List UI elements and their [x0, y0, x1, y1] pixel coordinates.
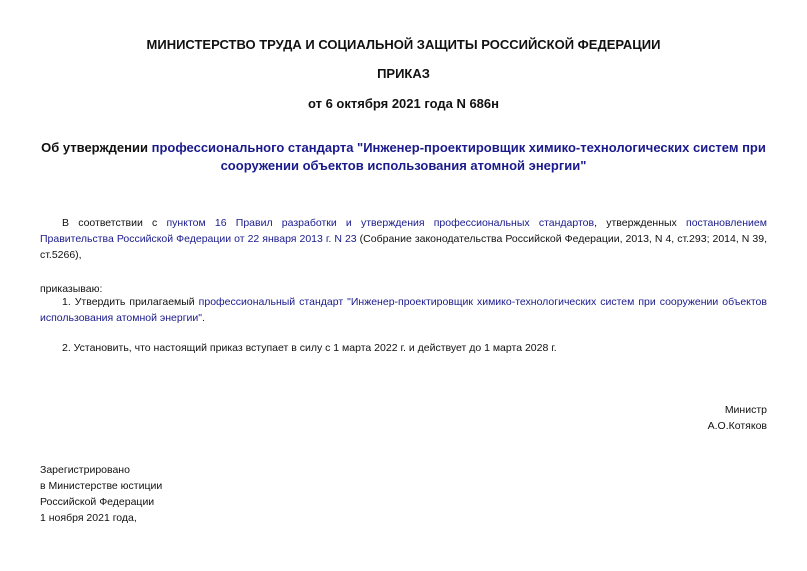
title-standard-link[interactable]: профессионального стандарта "Инженер-проектировщик химико-технологических систем при сооружении объектов использования атомной энергии"	[151, 140, 766, 173]
registration-block	[40, 462, 162, 526]
document-title	[40, 139, 767, 175]
ministry-heading: МИНИСТЕРСТВО ТРУДА И СОЦИАЛЬНОЙ ЗАЩИТЫ РОССИЙСКОЙ ФЕДЕРАЦИИ	[146, 37, 661, 52]
order-word: приказываю:	[40, 283, 103, 295]
paragraph-basis	[40, 215, 767, 263]
government-decree-link[interactable]: постановлением Правительства Российской Федерации от 22 января 2013 г. N 23	[40, 217, 767, 245]
signature-name: А.О.Котяков	[707, 420, 767, 432]
p1-text-3: (Собрание законодательства Российской Федерации, 2013, N 4, ст.293; 2014, N 39, ст.5266),	[40, 233, 768, 261]
document-type-heading: ПРИКАЗ	[377, 66, 430, 81]
p2-text-1: 1. Утвердить прилагаемый	[62, 296, 199, 308]
date-number-heading: от 6 октября 2021 года N 686н	[307, 96, 499, 111]
p2-text-2: .	[202, 312, 205, 324]
paragraph-item-1	[40, 294, 767, 326]
rules-link[interactable]: пунктом 16 Правил разработки и утверждения профессиональных стандартов	[166, 217, 595, 229]
p1-text-2: , утвержденных	[594, 217, 687, 229]
registration-line-1: Зарегистрировано	[40, 464, 130, 476]
registration-line-3: Российской Федерации	[40, 496, 155, 508]
professional-standard-link[interactable]: профессиональный стандарт "Инженер-проектировщик химико-технологических систем при сооружении объектов использования атомной энергии"	[40, 296, 767, 324]
signature-position: Министр	[724, 404, 767, 416]
registration-line-4: 1 ноября 2021 года,	[40, 512, 137, 524]
p1-text-1: В соответствии с	[62, 217, 167, 229]
paragraph-item-2: 2. Установить, что настоящий приказ вступает в силу с 1 марта 2022 г. и действует до 1 марта 2028 г.	[62, 342, 557, 354]
title-prefix: Об утверждении	[41, 140, 152, 155]
registration-line-2: в Министерстве юстиции	[40, 480, 163, 492]
